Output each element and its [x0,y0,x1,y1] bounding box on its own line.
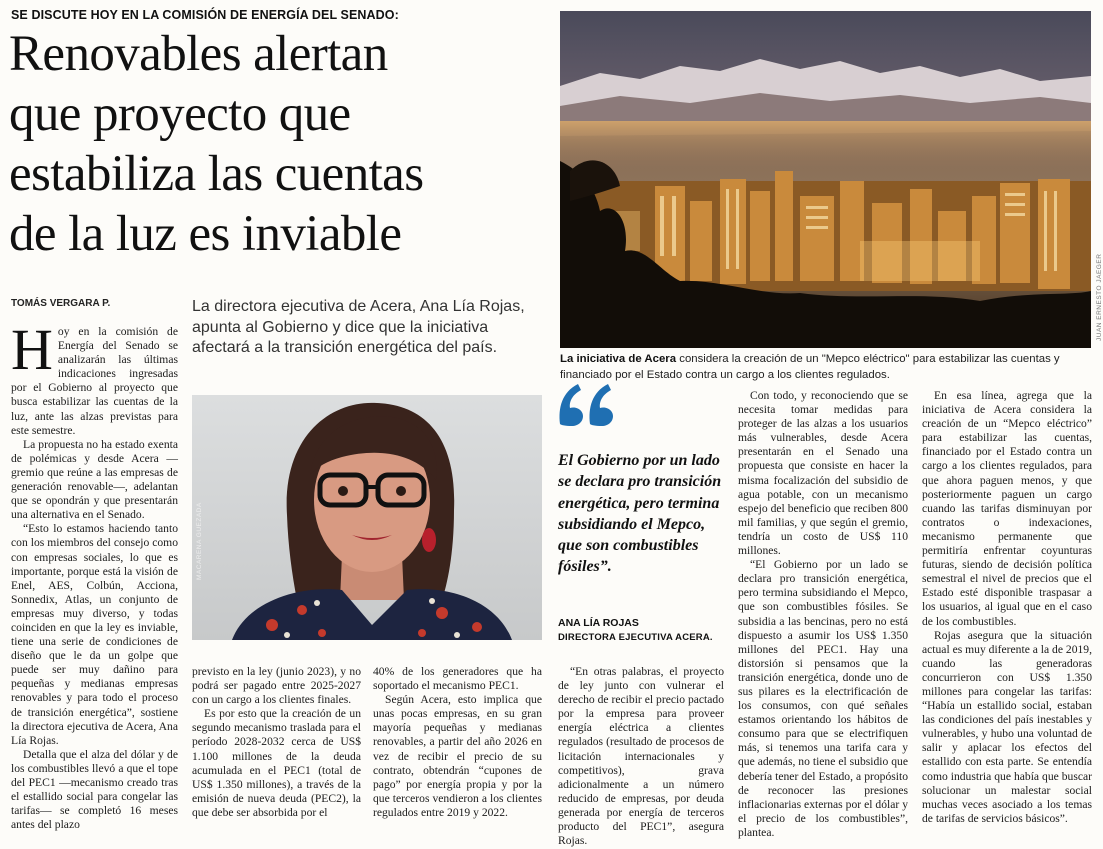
caption-text: considera la creación de un "Mepco eléctrico" para estabilizar las cuentas y financiado por el Estado contra un cargo a los clientes regulados. [560,353,1060,381]
paragraph: Rojas asegura que la situación actual es muy diferente a la de 2019, cuando las generadoras concurrieron con US$ 1.350 millones para congelar las tarifas: “Había un estallido social, estaban las condiciones del país inestables y vulnerables, y hubo una voluntad de salir y aplacar los efectos del estallido con esta parte. Se entendía como industria que había que buscar solucionar un malestar social muchas veces asociado a los temas de tarifas de servicios básicos”. [922,628,1092,825]
dropcap: H [11,317,53,382]
headline-line: de la luz es inviable [9,206,402,262]
headline [9,24,554,264]
paragraph [11,317,178,438]
headline-line: estabiliza las cuentas [9,146,424,202]
paragraph: “En otras palabras, el proyecto de ley junto con vulnerar el derecho de recibir el precio pactado por la empresa para proveer energía eléctrica a clientes regulados (resultado de procesos de licitación internacionales y competitivos), grava adicionalmente a un número reducido de empresas, por deuda generada por energía de terceros producto del PEC1”, asegura Rojas. [558,665,724,848]
paragraph: “Esto lo estamos haciendo tanto con los miembros del consejo como con empresas sociales, lo que es importante, porque está la visión de Enel, AES, Colbún, Acciona, Sonnedix, Atlas, un conjunto de empresas muy diverso, y todas coinciden en que la ley es inviable, tiene una serie de condiciones de diseño que le da un golpe que puede ser muy dañino para pequeñas y medianas empresas renovables y para todo el proceso de transición energética”, sostiene la directora ejecutiva de Acera, Ana Lía Rojas. [11,522,178,747]
body-column-5 [738,389,908,843]
city-photo [560,11,1091,348]
paragraph: Detalla que el alza del dólar y de los combustibles llevó a que el tope del PEC1 —mecanismo creado tras el estallido social para congelar las tarifas— se completó 16 meses antes del plazo [11,747,178,832]
city-illustration [560,11,1091,348]
paragraph-text: oy en la comisión de Energía del Senado se analizarán las últimas indicaciones ingresadas por el Gobierno al proyecto que busca estabilizar las cuentas de la luz, ante las alzas previstas para este semestre. [11,325,178,437]
body-column-2 [192,665,361,843]
photo-credit-portrait: MACARENA GUEZADA [196,502,203,580]
caption-lead: La iniciativa de Acera [560,353,677,365]
kicker: SE DISCUTE HOY EN LA COMISIÓN DE ENERGÍA DEL SENADO: [11,8,399,22]
paragraph: previsto en la ley (junio 2023), y no podrá ser pagado entre 2025-2027 con un cargo a los clientes finales. [192,665,361,707]
photo-credit-city: JUAN ERNESTO JAEGER [1096,253,1103,341]
pull-quote: El Gobierno por un lado se declara pro transición energética, pero termina subsidiando el Mepco, que son combustibles fósiles”. [558,452,722,576]
headline-line: Renovables alertan [9,26,388,82]
body-column-3 [373,665,542,843]
pull-quote-role: DIRECTORA EJECUTIVA ACERA. [558,632,713,643]
paragraph: La propuesta no ha estado exenta de polémicas y desde Acera —gremio que reúne a las empresas de generación renovable—, adelantan que se opondrán y que presentarán una alternativa en el Senado. [11,437,178,522]
paragraph: Según Acera, esto implica que unas pocas empresas, en su gran mayoría pequeñas y medianas renovables, a partir del año 2026 en vez de recibir el precio de su contrato, obtendrán “cupones de pago” por energía propia y por la que terceros vendieron a los clientes regulados entre 2019 y 2022. [373,693,542,819]
photo-caption [560,352,1096,383]
lede: La directora ejecutiva de Acera, Ana Lía Rojas, apunta al Gobierno y dice que la iniciativa afectará a la transición energética del país. [192,298,525,356]
paragraph: 40% de los generadores que ha soportado el mecanismo PEC1. [373,665,542,693]
quote-mark-icon [556,378,616,428]
body-column-6 [922,389,1092,843]
paragraph: Con todo, y reconociendo que se necesita tomar medidas para proteger de las alzas a los usuarios más vulnerables, desde Acera presentarán en el Senado una propuesta que consiste en hacer la misma focalización del subsidio de agua potable, con un mecanismo espejo del beneficio que reciben 800 mil familias, y que según el gremio, tendría un costo de US$ 110 millones. [738,389,908,558]
portrait-illustration [192,395,542,640]
body-column-1 [11,317,178,843]
body-column-4 [558,665,724,848]
headline-line: que proyecto que [9,86,351,142]
paragraph: En esa línea, agrega que la iniciativa de Acera considera la creación de un “Mepco eléctrico” para estabilizar las cuentas, financiado por el Estado contra un cargo a los clientes regulados, para que ahora paguen menos, y que posteriormente paguen un cargo cuando las tarifas disminuyan por contratos o indexaciones, mecanismo permanente que permitiría enfrentar coyunturas futuras, siendo de decisión política semestral el nivel de precios que el Estado esté disponible traspasar a los usuarios, al igual que en el caso de los combustibles. [922,389,1092,628]
paragraph: Es por esto que la creación de un segundo mecanismo traslada para el período 2028-2032 cerca de US$ 1.100 millones de la deuda acumulada en el PEC1 (total de US$ 1.350 millones), a través de la emisión de nueva deuda (PEC2), la que debe ser absorbida por el [192,707,361,819]
portrait-photo [192,395,542,640]
pull-quote-name: ANA LÍA ROJAS [558,617,639,629]
paragraph: “El Gobierno por un lado se declara pro transición energética, pero termina subsidiando el Mepco, que son combustibles fósiles. Se subsidia a las bencinas, pero no está dispuesto a asumir los US$ 1.350 millones del PEC1. Hay una distorsión si pensamos que la transición energética, donde uno de sus pilares es la electrificación de los consumos, con qué señales estamos orientando los hábitos de consumo para que se electrifiquen más, si tenemos una tarifa cara y que además, no tiene el subsidio que debería tener del Estado, a propósito de reconocer las presiones inflacionarias externas por el dólar y el precio de los combustibles”, plantea. [738,558,908,839]
byline: TOMÁS VERGARA P. [11,298,111,309]
